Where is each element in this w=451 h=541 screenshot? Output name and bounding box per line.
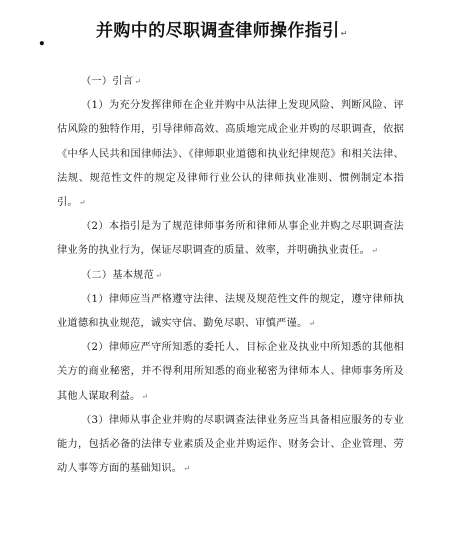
section-heading-basic-norms: （二）基本规范↵ xyxy=(81,269,162,281)
paragraph: （1）为充分发挥律师在企业并购中从法律上发现风险、判断风险、评估风险的独特作用，引导律师高效、高质地完成企业并购的尽职调查，依据《中华人民共和国律师法》、《律师职业道德和执业纪律规范》和相关法律、法规、规范性文件的规定及律师行业公认的律师执业准则、惯例制定本指引。↵ xyxy=(57,100,404,209)
paragraph-mark-icon: ↵ xyxy=(134,77,141,86)
document-body xyxy=(57,70,404,481)
page-title xyxy=(96,20,386,45)
paragraph-mark-icon: ↵ xyxy=(141,391,149,401)
bullet-dot: . xyxy=(38,25,46,51)
paragraph-mark-icon: ↵ xyxy=(78,198,86,208)
section-heading-intro: （一）引言↵ xyxy=(81,76,141,87)
paragraph: （3）律师从事企业并购的尽职调查法律业务应当具备相应服务的专业能力，包括必备的法律专业素质及企业并购运作、财务会计、企业管理、劳动人事等方面的基础知识。↵ xyxy=(57,414,404,475)
paragraph-mark-icon: ↵ xyxy=(155,270,162,280)
paragraph-mark-icon: ↵ xyxy=(371,246,378,256)
paragraph: （1）律师应当严格遵守法律、法规及规范性文件的规定，遵守律师执业道德和执业规范，诚实守信、勤免尽职、审慎严谨。↵ xyxy=(57,293,404,330)
paragraph: （2）律师应严守所知悉的委托人、目标企业及执业中所知悉的其他相关方的商业秘密，并不得利用所知悉的商业秘密为律师本人、律师事务所及其他人谋取利益。↵ xyxy=(57,342,404,402)
paragraph-mark-icon: ↵ xyxy=(308,319,316,329)
page-title-text: 并购中的尽职调查律师操作指引 xyxy=(96,21,340,41)
paragraph-mark-icon: ↵ xyxy=(183,464,190,474)
paragraph: （2）本指引是为了规范律师事务所和律师从事企业并购之尽职调查法律业务的执业行为，保证尽职调查的质量、效率，并明确执业责任。↵ xyxy=(57,221,404,257)
paragraph-mark-icon: ↵ xyxy=(340,29,348,38)
